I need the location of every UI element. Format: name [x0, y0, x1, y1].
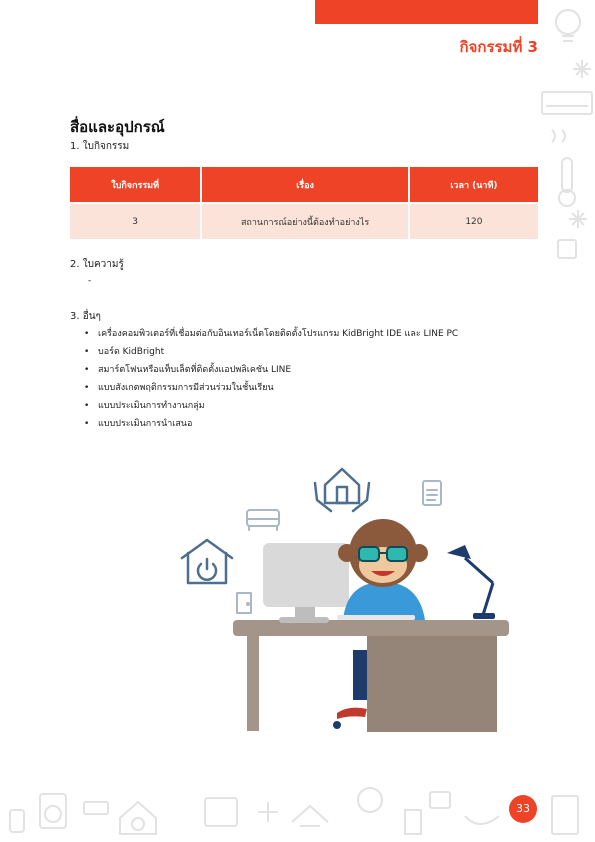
- list-item: • บอร์ด KidBright: [84, 345, 458, 363]
- table-row: [70, 203, 538, 239]
- thermometer-icon: [562, 158, 572, 192]
- section-title: สื่อและอุปกรณ์: [70, 118, 165, 136]
- item-knowledge-sheet: 2. ใบความรู้: [70, 259, 124, 270]
- activity-label: กิจกรรมที่ 3: [459, 38, 538, 56]
- others-list: [84, 327, 458, 435]
- snowflake-icon: [573, 60, 591, 78]
- table-cell-time: 120: [409, 203, 538, 239]
- table-cell-sheet: 3: [70, 203, 201, 239]
- header-accent-bar: [315, 0, 538, 24]
- house-hands-icon: [315, 469, 369, 511]
- list-item: • เครื่องคอมพิวเตอร์ที่เชื่อมต่อกับอินเทอร์เน็ตโดยติดตั้งโปรแกรม KidBright IDE และ LINE PC: [84, 327, 458, 345]
- table-header-topic: เรื่อง: [201, 167, 409, 203]
- table-cell-topic: สถานการณ์อย่างนี้ต้องทำอย่างไร: [201, 203, 409, 239]
- lamp-icon: [447, 545, 495, 619]
- list-item: • สมาร์ตโฟนหรือแท็บเล็ตที่ติดตั้งแอปพลิเคชัน LINE: [84, 363, 458, 381]
- activity-table: [70, 167, 538, 239]
- page-number: 33: [509, 795, 537, 823]
- item-others: 3. อื่นๆ: [70, 311, 101, 322]
- smart-home-power-icon: [182, 540, 232, 583]
- list-item: • แบบประเมินการนำเสนอ: [84, 417, 458, 435]
- lightbulb-icon: [556, 10, 580, 34]
- table-header-time: เวลา (นาที): [409, 167, 538, 203]
- bottom-decoration-icons: [0, 782, 595, 842]
- list-item: • แบบสังเกตพฤติกรรมการมีส่วนร่วมในชั้นเรียน: [84, 381, 458, 399]
- air-conditioner-icon: [542, 92, 592, 114]
- list-item: • แบบประเมินการทำงานกลุ่ม: [84, 399, 458, 417]
- door-icon: [237, 593, 251, 613]
- table-header-sheet: ใบกิจกรรมที่: [70, 167, 201, 203]
- bed-icon: [247, 510, 279, 530]
- side-decoration-icons: [540, 0, 595, 270]
- item-activity-sheet: 1. ใบกิจกรรม: [70, 141, 130, 152]
- clipboard-icon: [423, 481, 441, 505]
- knowledge-sheet-dash: -: [88, 276, 92, 286]
- illustration-monkey-at-desk: [175, 455, 515, 740]
